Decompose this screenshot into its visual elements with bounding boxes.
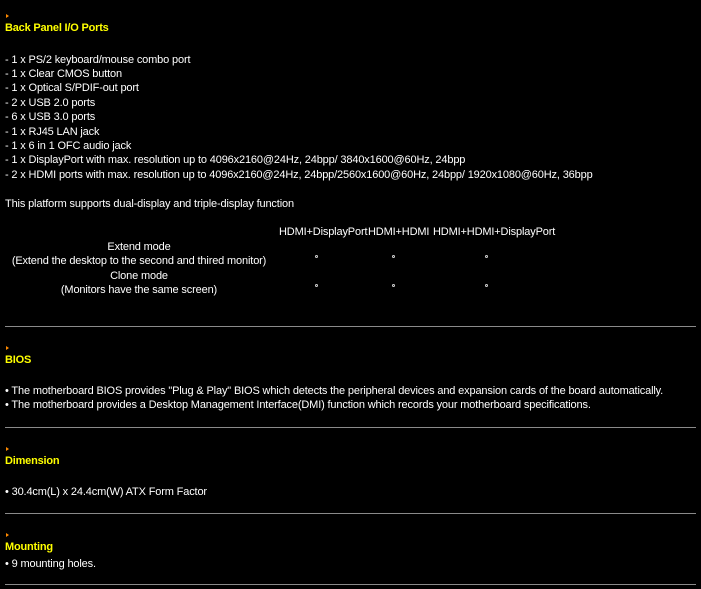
supported-indicator <box>392 284 395 287</box>
list-item: - 1 x 6 in 1 OFC audio jack <box>5 139 132 152</box>
section-divider <box>5 427 696 428</box>
list-item: - 1 x PS/2 keyboard/mouse combo port <box>5 53 191 66</box>
row-title-clone: Clone mode <box>110 269 168 282</box>
section-divider <box>5 326 696 327</box>
dimension-list <box>5 485 696 499</box>
list-item: - 1 x Clear CMOS button <box>5 67 122 80</box>
bullet-arrow-icon <box>6 346 9 350</box>
bullet-arrow-icon <box>6 447 9 451</box>
list-item: - 1 x RJ45 LAN jack <box>5 125 100 138</box>
bios-heading: BIOS <box>5 354 32 366</box>
list-item: • The motherboard BIOS provides "Plug & Play" BIOS which detects the peripheral devices and expansion cards of the board automatically. <box>5 384 664 397</box>
supported-indicator <box>315 255 318 258</box>
row-subtitle-clone: (Monitors have the same screen) <box>60 284 218 296</box>
column-header-hdmi-hdmi-dp: HDMI+HDMI+DisplayPort <box>433 226 556 238</box>
supported-indicator <box>485 255 488 258</box>
list-item: - 1 x Optical S/PDIF-out port <box>5 82 139 95</box>
list-item: - 2 x USB 2.0 ports <box>5 96 96 109</box>
column-header-hdmi-dp: HDMI+DisplayPort <box>279 226 368 238</box>
list-item: • 30.4cm(L) x 24.4cm(W) ATX Form Factor <box>5 485 207 498</box>
display-note-text: This platform supports dual-display and triple-display function <box>5 198 294 210</box>
list-item: • The motherboard provides a Desktop Management Interface(DMI) function which records your motherboard specifications. <box>5 398 591 411</box>
column-header-hdmi-hdmi: HDMI+HDMI <box>368 226 430 238</box>
bullet-arrow-icon <box>6 533 9 537</box>
dimension-heading: Dimension <box>5 455 60 467</box>
section-divider <box>5 513 696 514</box>
mounting-heading: Mounting <box>5 541 53 553</box>
list-item: - 1 x DisplayPort with max. resolution up to 4096x2160@24Hz, 24bpp/ 3840x1600@60Hz, 24bpp <box>5 154 466 167</box>
supported-indicator <box>315 284 318 287</box>
list-item: - 2 x HDMI ports with max. resolution up to 4096x2160@24Hz, 24bpp/2560x1600@60Hz, 24bpp/ 1920x1080@60Hz, 36bpp <box>5 168 593 181</box>
mounting-section <box>5 533 696 554</box>
list-item: • 9 mounting holes. <box>5 557 96 570</box>
row-title-extend: Extend mode <box>107 241 171 253</box>
section-divider <box>5 584 696 585</box>
bios-list <box>5 384 696 413</box>
list-item: - 6 x USB 3.0 ports <box>5 111 96 124</box>
dimension-section <box>5 447 696 468</box>
supported-indicator <box>392 255 395 258</box>
row-subtitle-extend: (Extend the desktop to the second and thired monitor) <box>11 255 267 267</box>
mounting-list <box>5 557 696 571</box>
bios-section <box>5 346 696 367</box>
back-panel-heading: Back Panel I/O Ports <box>5 22 109 34</box>
supported-indicator <box>485 284 488 287</box>
